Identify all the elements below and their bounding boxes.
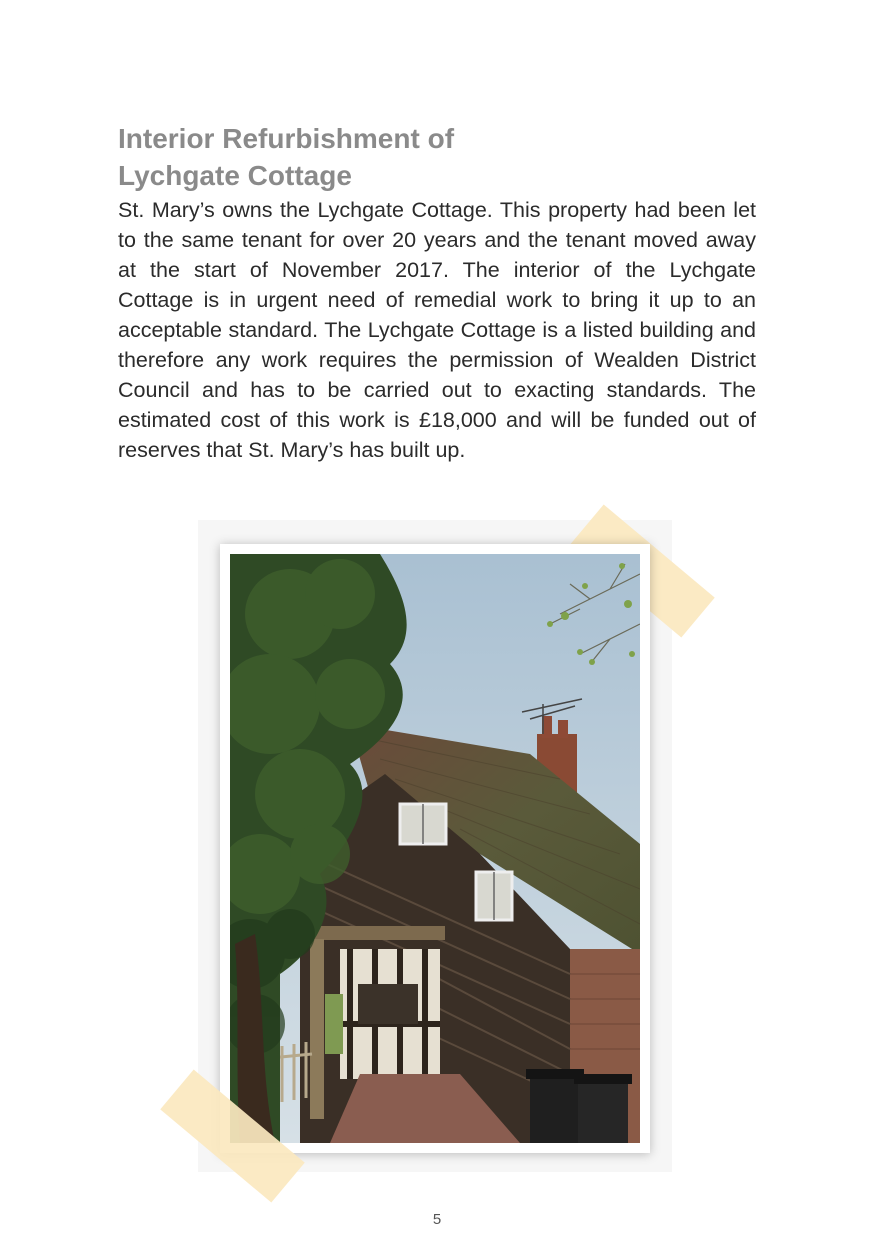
photo-card <box>220 544 650 1153</box>
cottage-photo <box>230 554 640 1143</box>
page-title <box>118 120 678 194</box>
title-line-2: Lychgate Cottage <box>118 160 352 191</box>
cottage-photo-illustration <box>230 554 640 1143</box>
title-line-1: Interior Refurbishment of <box>118 123 455 154</box>
body-paragraph: St. Mary’s owns the Lychgate Cottage. This property had been let to the same tenant for over 20 years and the tenant moved away at the start of November 2017. The interior of the Lychgate Cottage is in urgent need of remedial work to bring it up to an acceptable standard. The Lychgate Cottage is a listed building and therefore any work requires the permission of Wealden District Council and has to be carried out to exacting standards. The estimated cost of this work is £18,000 and will be funded out of reserves that St. Mary’s has built up. <box>118 198 756 462</box>
page-number: 5 <box>432 1211 442 1228</box>
